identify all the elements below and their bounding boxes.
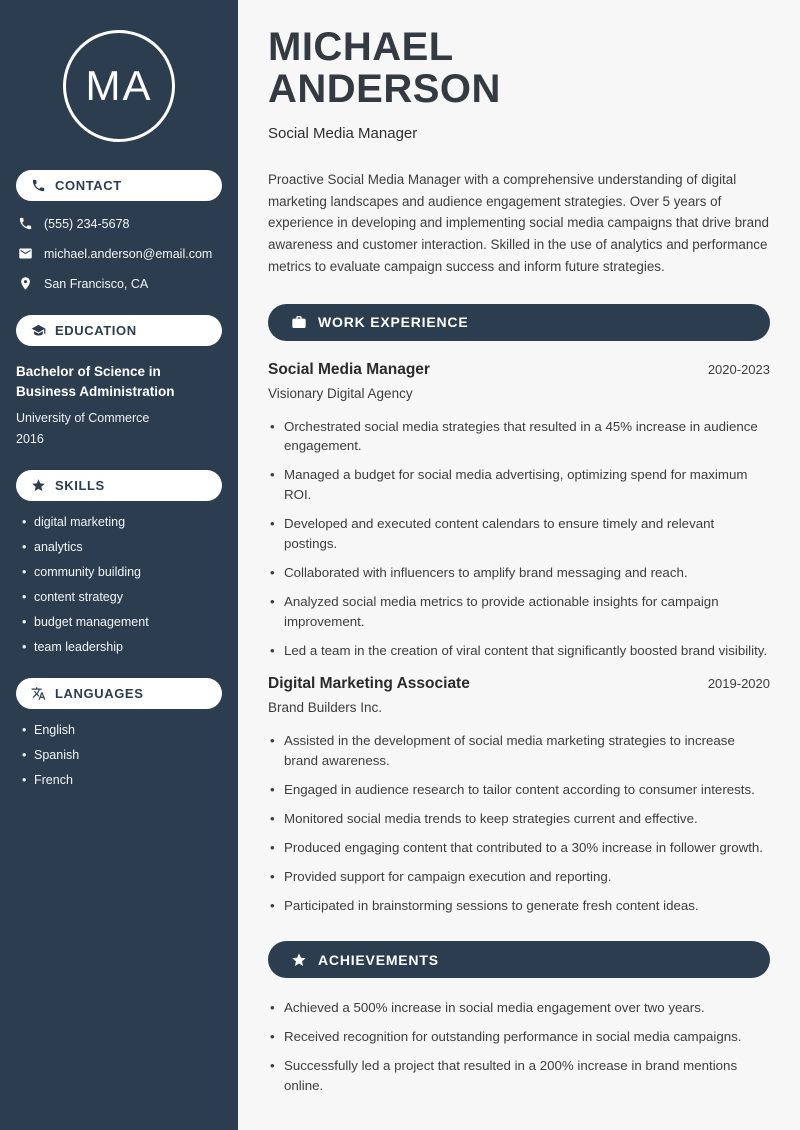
languages-list <box>16 723 222 787</box>
translate-icon <box>31 686 46 701</box>
star-icon <box>291 952 307 968</box>
education-school: University of Commerce <box>16 411 150 426</box>
languages-section-title: LANGUAGES <box>55 686 144 702</box>
person-job-title: Social Media Manager <box>268 125 418 142</box>
skill-item: • team leadership <box>20 640 222 654</box>
work-experience-banner <box>268 304 770 341</box>
job-role: Social Media Manager <box>268 360 430 378</box>
job-company: Brand Builders Inc. <box>268 699 383 715</box>
skills-list <box>16 515 222 654</box>
job-bullet: • Managed a budget for social media advertising, optimizing spend for maximum ROI. <box>268 465 770 505</box>
job-bullet: • Collaborated with influencers to amplify brand messaging and reach. <box>268 563 770 583</box>
education-year: 2016 <box>16 432 44 447</box>
contact-location <box>18 276 220 291</box>
job-dates: 2020-2023 <box>707 361 770 377</box>
phone-icon <box>31 178 46 193</box>
person-name <box>268 26 770 110</box>
person-name-line2: ANDERSON <box>268 67 501 111</box>
job-bullet: • Developed and executed content calendars to ensure timely and relevant postings. <box>268 514 770 554</box>
job-dates: 2019-2020 <box>707 675 770 691</box>
contact-email <box>18 246 220 261</box>
job-header <box>268 361 770 379</box>
contact-phone-value: (555) 234-5678 <box>44 216 130 231</box>
summary-paragraph: Proactive Social Media Manager with a comprehensive understanding of digital marketing landscapes and audience engagement strategies. Over 5 years of experience in developing and implementing social media campaigns that drive brand awareness and customer interaction. Skilled in the use of analytics and performance metrics to evaluate campaign success and inform future strategies. <box>268 172 769 274</box>
skills-section-title: SKILLS <box>55 478 105 494</box>
education-section-title: EDUCATION <box>55 323 137 338</box>
job-bullet: • Orchestrated social media strategies that resulted in a 45% increase in audience engagement. <box>268 417 770 457</box>
achievement-bullet: • Received recognition for outstanding performance in social media campaigns. <box>268 1027 770 1047</box>
star-icon <box>31 478 46 493</box>
job-company: Visionary Digital Agency <box>268 385 413 401</box>
education-section-header <box>16 315 222 346</box>
language-item: • Spanish <box>20 748 222 762</box>
achievement-bullet: • Achieved a 500% increase in social media engagement over two years. <box>268 998 770 1018</box>
location-icon <box>18 276 33 291</box>
job-bullet: • Analyzed social media metrics to provide actionable insights for campaign improvement. <box>268 592 770 632</box>
job-header <box>268 675 770 693</box>
job-bullet: • Led a team in the creation of viral content that significantly boosted brand visibility. <box>268 641 770 661</box>
skills-section-header <box>16 470 222 501</box>
graduation-cap-icon <box>31 323 46 338</box>
job-bullet: • Provided support for campaign execution and reporting. <box>268 867 770 887</box>
work-experience-title: WORK EXPERIENCE <box>318 314 469 331</box>
job-role: Digital Marketing Associate <box>268 674 470 692</box>
contact-phone <box>18 216 220 231</box>
job-bullet: • Produced engaging content that contributed to a 30% increase in follower growth. <box>268 838 770 858</box>
resume-main <box>238 0 800 1130</box>
email-icon <box>18 246 33 261</box>
briefcase-icon <box>291 314 307 330</box>
job-bullets <box>268 417 770 661</box>
job-bullets <box>268 731 770 916</box>
skill-item: • community building <box>20 565 222 579</box>
job-bullet: • Participated in brainstorming sessions to generate fresh content ideas. <box>268 896 770 916</box>
avatar-initials: MA <box>85 62 153 109</box>
job-bullet: • Assisted in the development of social media marketing strategies to increase brand awareness. <box>268 731 770 771</box>
person-name-line1: MICHAEL <box>268 25 454 69</box>
skill-item: • budget management <box>20 615 222 629</box>
avatar <box>63 30 175 142</box>
language-item: • English <box>20 723 222 737</box>
contact-section-title: CONTACT <box>55 178 122 193</box>
job-entry <box>268 361 770 661</box>
skill-item: • digital marketing <box>20 515 222 529</box>
languages-section-header <box>16 678 222 709</box>
skill-item: • analytics <box>20 540 222 554</box>
job-bullet: • Engaged in audience research to tailor content according to consumer interests. <box>268 780 770 800</box>
contact-location-value: San Francisco, CA <box>44 276 149 291</box>
job-bullet: • Monitored social media trends to keep strategies current and effective. <box>268 809 770 829</box>
skill-item: • content strategy <box>20 590 222 604</box>
achievement-bullet: • Successfully led a project that resulted in a 200% increase in brand mentions online. <box>268 1056 770 1096</box>
achievements-list <box>268 998 770 1096</box>
sidebar <box>0 0 238 1130</box>
education-degree: Bachelor of Science in Business Administration <box>16 364 175 399</box>
phone-icon <box>18 216 33 231</box>
achievements-title: ACHIEVEMENTS <box>318 951 439 968</box>
job-entry <box>268 675 770 916</box>
contact-email-value: michael.anderson@email.com <box>44 246 213 261</box>
language-item: • French <box>20 773 222 787</box>
contact-section-header <box>16 170 222 201</box>
achievements-banner <box>268 941 770 978</box>
